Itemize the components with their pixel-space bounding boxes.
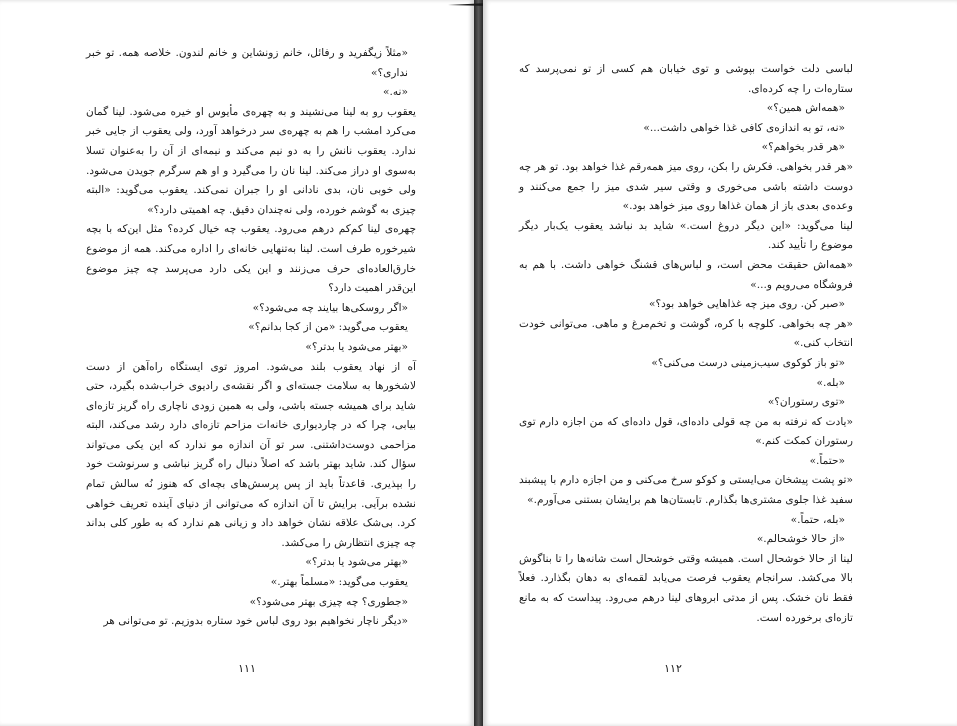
- paragraph: «اگر روسکی‌ها بیایند چه می‌شود؟»: [252, 301, 408, 314]
- paragraph: یعقوب می‌گوید: «مسلماً بهتر.»: [270, 576, 408, 589]
- paragraph: «توی رستوران؟»: [767, 396, 845, 409]
- paragraph: «هر چه بخواهی. کلوچه با کره، گوشت و تخم‌مرغ و ماهی. می‌توانی خودت انتخاب کنی.»: [519, 317, 853, 350]
- paragraph: «دیگر ناچار نخواهیم بود روی لباس خود ستاره بدوزیم. تو می‌توانی هر: [103, 615, 408, 628]
- paragraph: یعقوب رو به لینا می‌نشیند و به چهره‌ی مأیوس او خیره می‌شود. لینا گمان می‌کرد امشب را هم به چهره‌ی سر درخواهد آورد، ولی یعقوب از جایی خبر ندارد. یعقوب نانش را به دو نیم می‌کند و نیمه‌ای از آن را به‌عنوان تسلا به‌سوی او دراز می‌کند. لینا نان را می‌گیرد و او هم سرگرم جویدن می‌شود. ولی خوبی نان، بدی نادانی او را جبران نمی‌کند. یعقوب می‌گوید: «البته چیزی به گوشم خورده، ولی نه‌چندان دقیق. چه اهمیتی دارد؟»: [86, 105, 416, 216]
- paragraph: «بهتر می‌شود یا بدتر؟»: [305, 340, 408, 353]
- paragraph: «بهتر می‌شود یا بدتر؟»: [305, 556, 408, 569]
- paragraph: «نه، تو به اندازه‌ی کافی غذا خواهی داشت...»: [643, 121, 845, 134]
- left-page-text: [86, 44, 416, 632]
- paragraph: «حتماً.»: [809, 454, 845, 467]
- bookmark-ribbon-icon: [448, 0, 488, 10]
- paragraph: لینا می‌گوید: «این دیگر دروغ است.» شاید بد نباشد یعقوب یک‌بار دیگر موضوع را تأیید کند.: [519, 219, 853, 252]
- left-page: [0, 0, 474, 726]
- page-number: ۱۱۱: [238, 662, 256, 675]
- right-page-text: [519, 60, 853, 628]
- paragraph: چهره‌ی لینا کم‌کم درهم می‌رود. یعقوب چه خیال کرده؟ مثل این‌که با بچه شیرخوره طرف است. لینا به‌تنهایی خانه‌ای را اداره می‌کند. همه از موضوع خارق‌العاده‌ای حرف می‌زنند و این یکی دارد می‌پرسد چه چیز موضوع این‌قدر اهمیت دارد؟: [86, 223, 416, 295]
- paragraph: «نه.»: [383, 86, 408, 99]
- paragraph: آه از نهاد یعقوب بلند می‌شود. امروز توی ایستگاه راه‌آهن از دست لاشخورها به سلامت جسته‌ای و اگر نقشه‌ی رادیوی خراب‌شده بگیرد، حتی شاید برای همیشه جسته باشی، ولی به همین زودی ناچاری راه گریز تازه‌ای بیابی، چرا که در چاردیواری خانه‌ات مزاحم تازه‌ای دارد رشد می‌کند، البته مزاحمی دوست‌داشتنی. سر تو آن اندازه مو ندارد که این یکی می‌تواند سؤال کند. شاید بهتر باشد که اصلاً دنبال راه گریز نباشی و سرنوشت خود را بپذیری. قاعدتاً باید از پس پرسش‌های بچه‌ای که هنوز نُه سالش تمام نشده برآیی. برایش تا آن اندازه که می‌توانی از دنیای آینده تعریف خواهی کرد. بی‌شک علاقه نشان خواهد داد و زیانی هم ندارد که به طور کلی بداند چه چیزی انتظارش را می‌کشد.: [86, 360, 416, 549]
- book-gutter: [474, 0, 483, 726]
- paragraph: «هر قدر بخواهی. فکرش را بکن، روی میز همه‌رقم غذا خواهد بود. تو هر چه دوست داشته باشی می‌خوری و وقتی سیر شدی میز را جمع می‌کنند و وعده‌ی بعدی باز از همان غذاها روی میز خواهد بود.»: [519, 160, 853, 213]
- paragraph: «همه‌اش حقیقت محض است، و لباس‌های قشنگ خواهی داشت. با هم به فروشگاه می‌رویم و...»: [519, 258, 853, 291]
- right-page: [483, 0, 957, 726]
- paragraph: «از حالا خوشحالم.»: [756, 533, 845, 546]
- paragraph: «همه‌اش همین؟»: [766, 102, 845, 115]
- paragraph: «بله.»: [816, 376, 845, 389]
- paragraph: لباسی دلت خواست بپوشی و توی خیابان هم کسی از تو نمی‌پرسد که ستاره‌ات را چه کرده‌ای.: [519, 63, 853, 95]
- paragraph: «تو باز کوکوی سیب‌زمینی درست می‌کنی؟»: [651, 356, 845, 369]
- paragraph: «بله، حتماً.»: [790, 513, 845, 526]
- page-number: ۱۱۲: [664, 662, 682, 675]
- paragraph: «صبر کن. روی میز چه غذاهایی خواهد بود؟»: [648, 298, 845, 311]
- paragraph: «مثلاً زیگفرید و رفائل، خانم زونشاین و خانم لندون. خلاصه همه. تو خبر نداری؟»: [86, 47, 408, 79]
- paragraph: «تو پشت پیشخان می‌ایستی و کوکو سرخ می‌کنی و من اجازه دارم با پیشبند سفید غذا جلوی مشتری‌ها بگذارم. تابستان‌ها هم برایشان بستنی می‌آورم.»: [519, 474, 853, 507]
- paragraph: «هر قدر بخواهم؟»: [761, 141, 845, 154]
- paragraph: یعقوب می‌گوید: «من از کجا بدانم؟»: [248, 321, 408, 334]
- paragraph: لینا از حالا خوشحال است. همیشه وقتی خوشحال است شانه‌ها را تا بناگوش بالا می‌کشد. سرانجام یعقوب فرصت می‌یابد لقمه‌ای به دهان بگذارد. فعلاً فقط نان خشک. پس از مدتی ابروهای لینا درهم می‌رود. پیداست که به مانع تازه‌ای برخورده است.: [519, 552, 853, 624]
- paragraph: «جطوری؟ چه چیزی بهتر می‌شود؟»: [249, 595, 408, 608]
- paragraph: «یادت که نرفته به من چه قولی داده‌ای، قول داده‌ای که من اجازه دارم توی رستوران کمکت کنم.»: [519, 415, 853, 448]
